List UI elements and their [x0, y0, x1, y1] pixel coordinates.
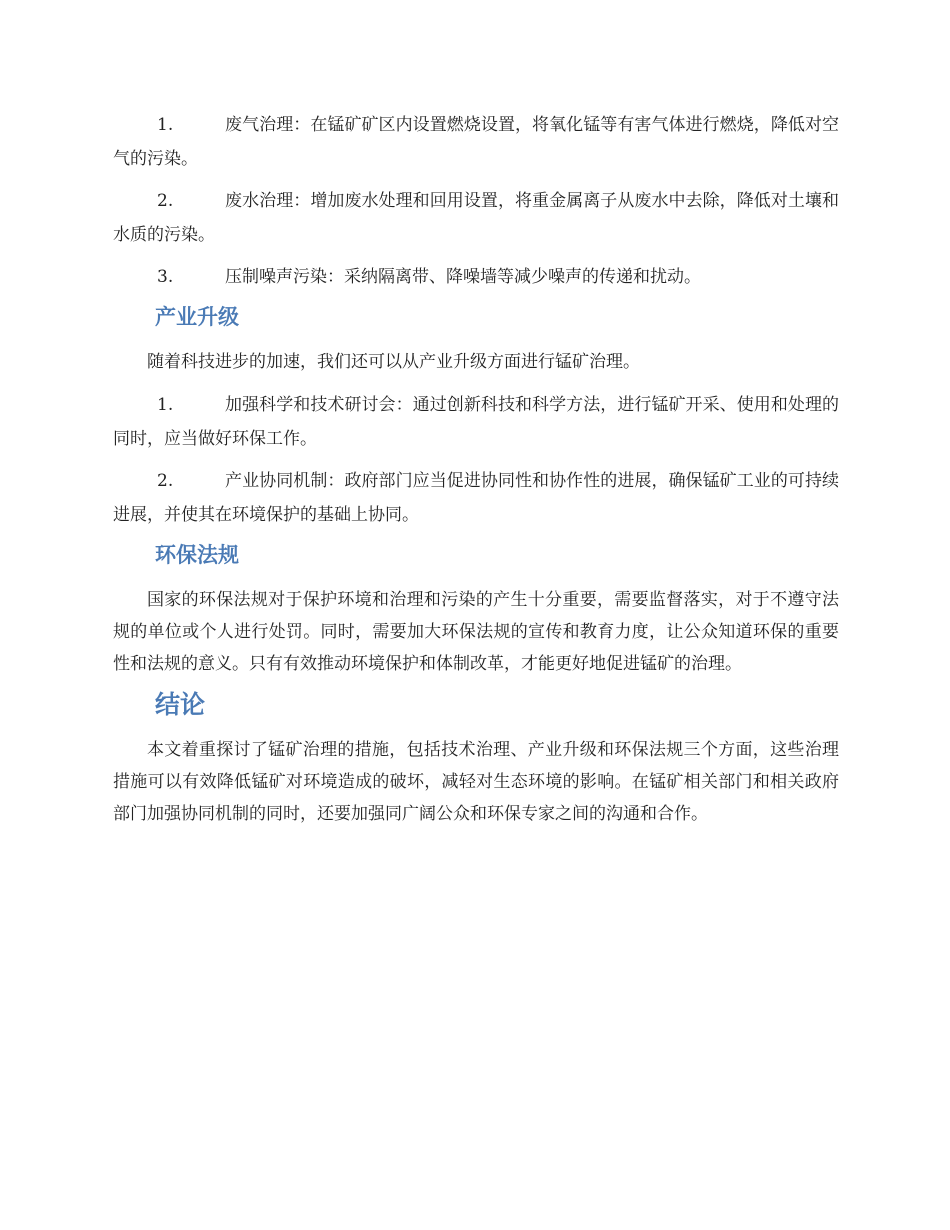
- list-text: 加强科学和技术研讨会：通过创新科技和科学方法，进行锰矿开采、使用和处理的同时，应当做好环保工作。: [113, 395, 839, 449]
- heading-conclusion: 结论: [155, 690, 206, 719]
- list-number: 1.: [157, 395, 174, 415]
- list-number: 2.: [157, 191, 174, 211]
- heading-industry-upgrade: 产业升级: [155, 305, 239, 329]
- list-item: [113, 108, 839, 176]
- list-number: 3.: [157, 267, 174, 287]
- heading-environmental-law: 环保法规: [155, 543, 239, 567]
- industry-list: [113, 388, 839, 532]
- paragraph-industry-intro: 随着科技进步的加速，我们还可以从产业升级方面进行锰矿治理。: [147, 352, 640, 372]
- list-number: 2.: [157, 471, 174, 491]
- tech-governance-list: [113, 108, 839, 294]
- list-text: 废气治理：在锰矿矿区内设置燃烧设置，将氧化锰等有害气体进行燃烧，降低对空气的污染。: [113, 115, 839, 169]
- document-page: [113, 108, 839, 840]
- list-item: [113, 260, 839, 294]
- list-item: [113, 388, 839, 456]
- paragraph-conclusion: 本文着重探讨了锰矿治理的措施，包括技术治理、产业升级和环保法规三个方面，这些治理措施可以有效降低锰矿对环境造成的破坏，减轻对生态环境的影响。在锰矿相关部门和相关政府部门加强协同机制的同时，还要加强同广阔公众和环保专家之间的沟通和合作。: [113, 740, 839, 824]
- list-text: 压制噪声污染：采纳隔离带、降噪墙等减少噪声的传递和扰动。: [225, 267, 701, 287]
- list-text: 废水治理：增加废水处理和回用设置，将重金属离子从废水中去除，降低对土壤和水质的污染。: [113, 191, 839, 245]
- paragraph-environmental-law: 国家的环保法规对于保护环境和治理和污染的产生十分重要，需要监督落实，对于不遵守法规的单位或个人进行处罚。同时，需要加大环保法规的宣传和教育力度，让公众知道环保的重要性和法规的意义。只有有效推动环境保护和体制改革，才能更好地促进锰矿的治理。: [113, 590, 839, 674]
- list-text: 产业协同机制：政府部门应当促进协同性和协作性的进展，确保锰矿工业的可持续进展，并使其在环境保护的基础上协同。: [113, 471, 839, 525]
- list-item: [113, 464, 839, 532]
- list-item: [113, 184, 839, 252]
- list-number: 1.: [157, 115, 174, 135]
